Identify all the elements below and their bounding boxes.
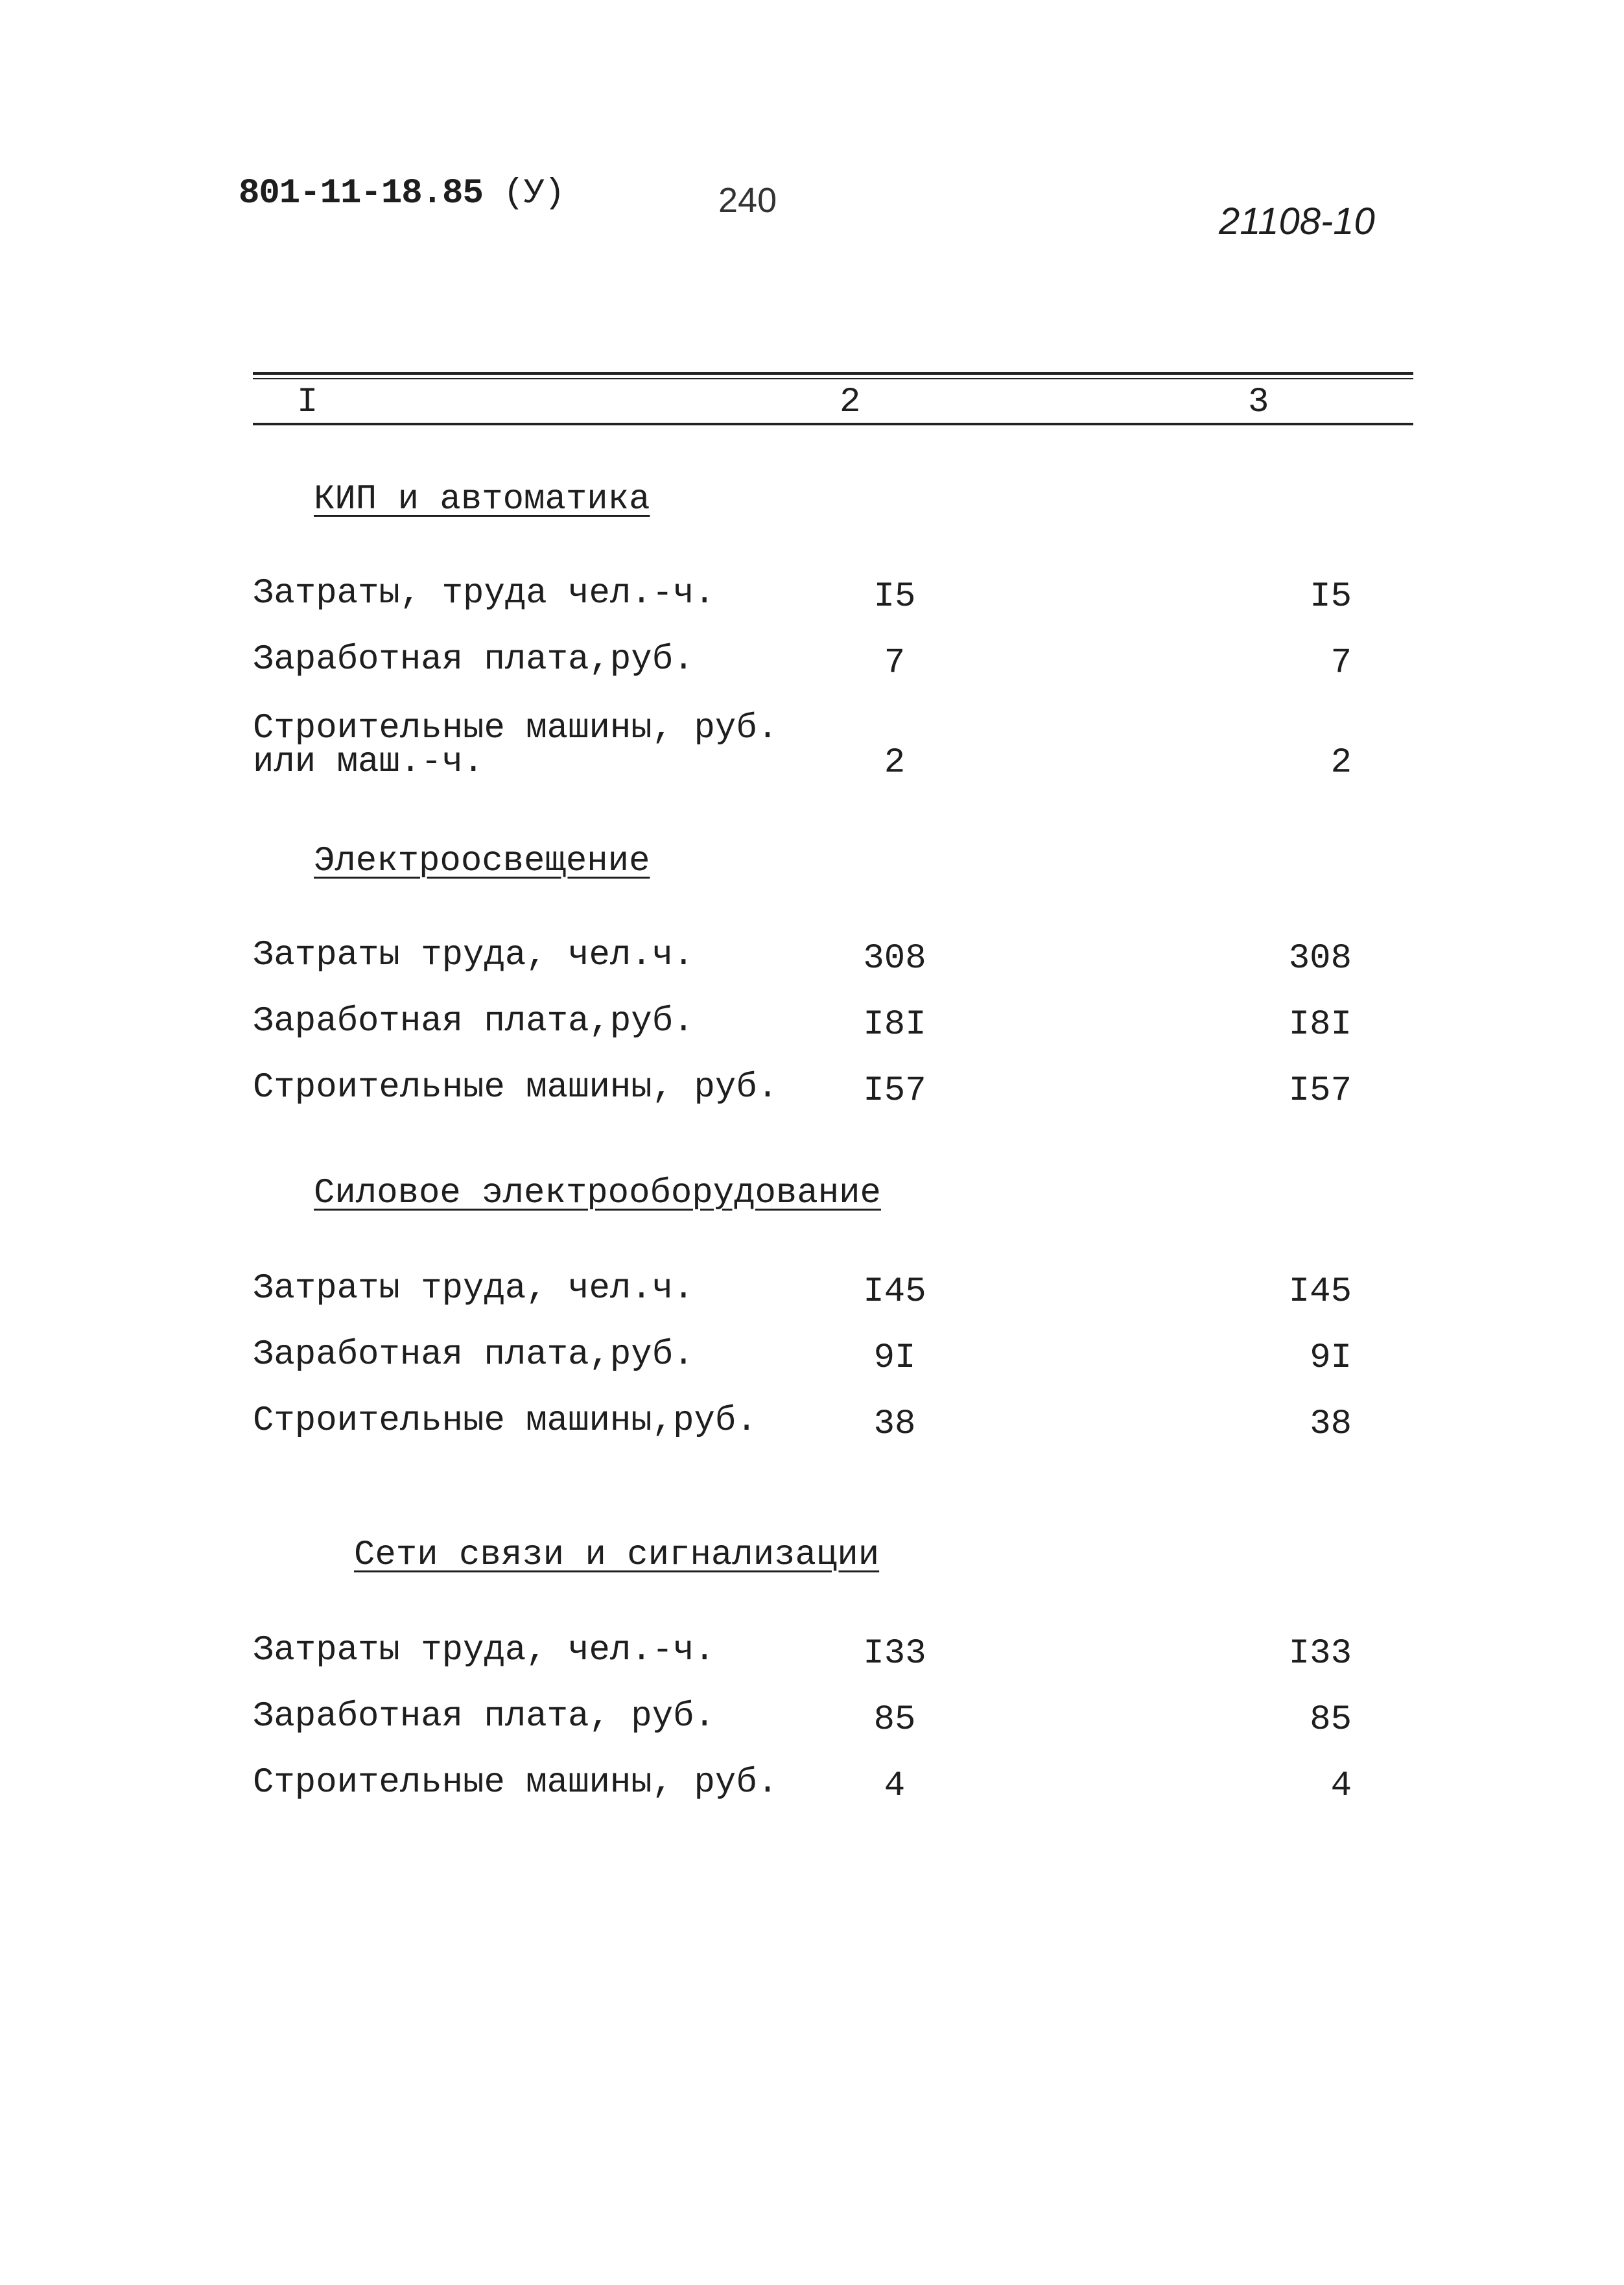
row-label: Заработная плата,руб. [253, 1002, 694, 1041]
row-label: Затраты труда, чел.-ч. [253, 1631, 715, 1670]
row-value-col2: 308 [863, 939, 926, 978]
page-number: 240 [718, 181, 777, 220]
row-value-col3: 7 [1330, 643, 1352, 683]
row-value-col2: I57 [863, 1071, 926, 1111]
column-header-2: 2 [840, 383, 861, 422]
table-top-rule [253, 372, 1413, 375]
row-value-col2: 7 [884, 643, 906, 683]
row-value-col3: 308 [1288, 939, 1352, 978]
row-value-col2: 4 [884, 1766, 906, 1806]
row-label: Строительные машины,руб. [253, 1401, 757, 1441]
table-header-rule [253, 423, 1413, 425]
column-header-3: 3 [1248, 383, 1269, 422]
row-label: Строительные машины, руб. [253, 1763, 779, 1803]
row-value-col2: 9I [873, 1338, 916, 1378]
row-label: Строительные машины, руб. [253, 1068, 779, 1107]
row-label: Заработная плата,руб. [253, 640, 694, 680]
document-code [239, 174, 565, 213]
table-top-rule-thin [253, 378, 1413, 379]
row-value-col3: 2 [1330, 743, 1352, 783]
row-value-col3: 9I [1310, 1338, 1352, 1378]
row-value-col3: I45 [1288, 1272, 1352, 1312]
row-value-col3: I33 [1288, 1634, 1352, 1674]
row-label: Затраты труда, чел.ч. [253, 936, 694, 975]
row-value-col3: 85 [1310, 1700, 1352, 1740]
section-title: Силовое электрооборудование [314, 1174, 881, 1213]
row-label: Заработная плата, руб. [253, 1697, 715, 1736]
row-value-col3: I57 [1288, 1071, 1352, 1111]
row-value-col2: I45 [863, 1272, 926, 1312]
document-code-number: 801-11-18.85 [239, 174, 483, 213]
row-label: Затраты труда, чел.ч. [253, 1269, 694, 1308]
row-value-col2: I5 [873, 577, 916, 617]
row-value-col2: 2 [884, 743, 906, 783]
row-value-col3: 4 [1330, 1766, 1352, 1806]
row-value-col2: I33 [863, 1634, 926, 1674]
row-value-col2: I8I [863, 1005, 926, 1045]
column-header-1: I [297, 383, 318, 422]
row-value-col3: I5 [1310, 577, 1352, 617]
section-title: Сети связи и сигнализации [354, 1535, 880, 1575]
row-label: Затраты, труда чел.-ч. [253, 574, 715, 613]
section-title: Электроосвещение [314, 842, 650, 881]
row-label-continuation: или маш.-ч. [253, 742, 484, 782]
row-label: Строительные машины, руб. [253, 709, 779, 748]
section-title: КИП и автоматика [314, 480, 650, 519]
row-label: Заработная плата,руб. [253, 1335, 694, 1375]
row-value-col3: I8I [1288, 1005, 1352, 1045]
row-value-col3: 38 [1310, 1404, 1352, 1444]
row-value-col2: 38 [873, 1404, 916, 1444]
row-value-col2: 85 [873, 1700, 916, 1740]
document-code-suffix: (У) [503, 174, 565, 213]
archive-stamp-number: 21108-10 [1219, 200, 1375, 243]
